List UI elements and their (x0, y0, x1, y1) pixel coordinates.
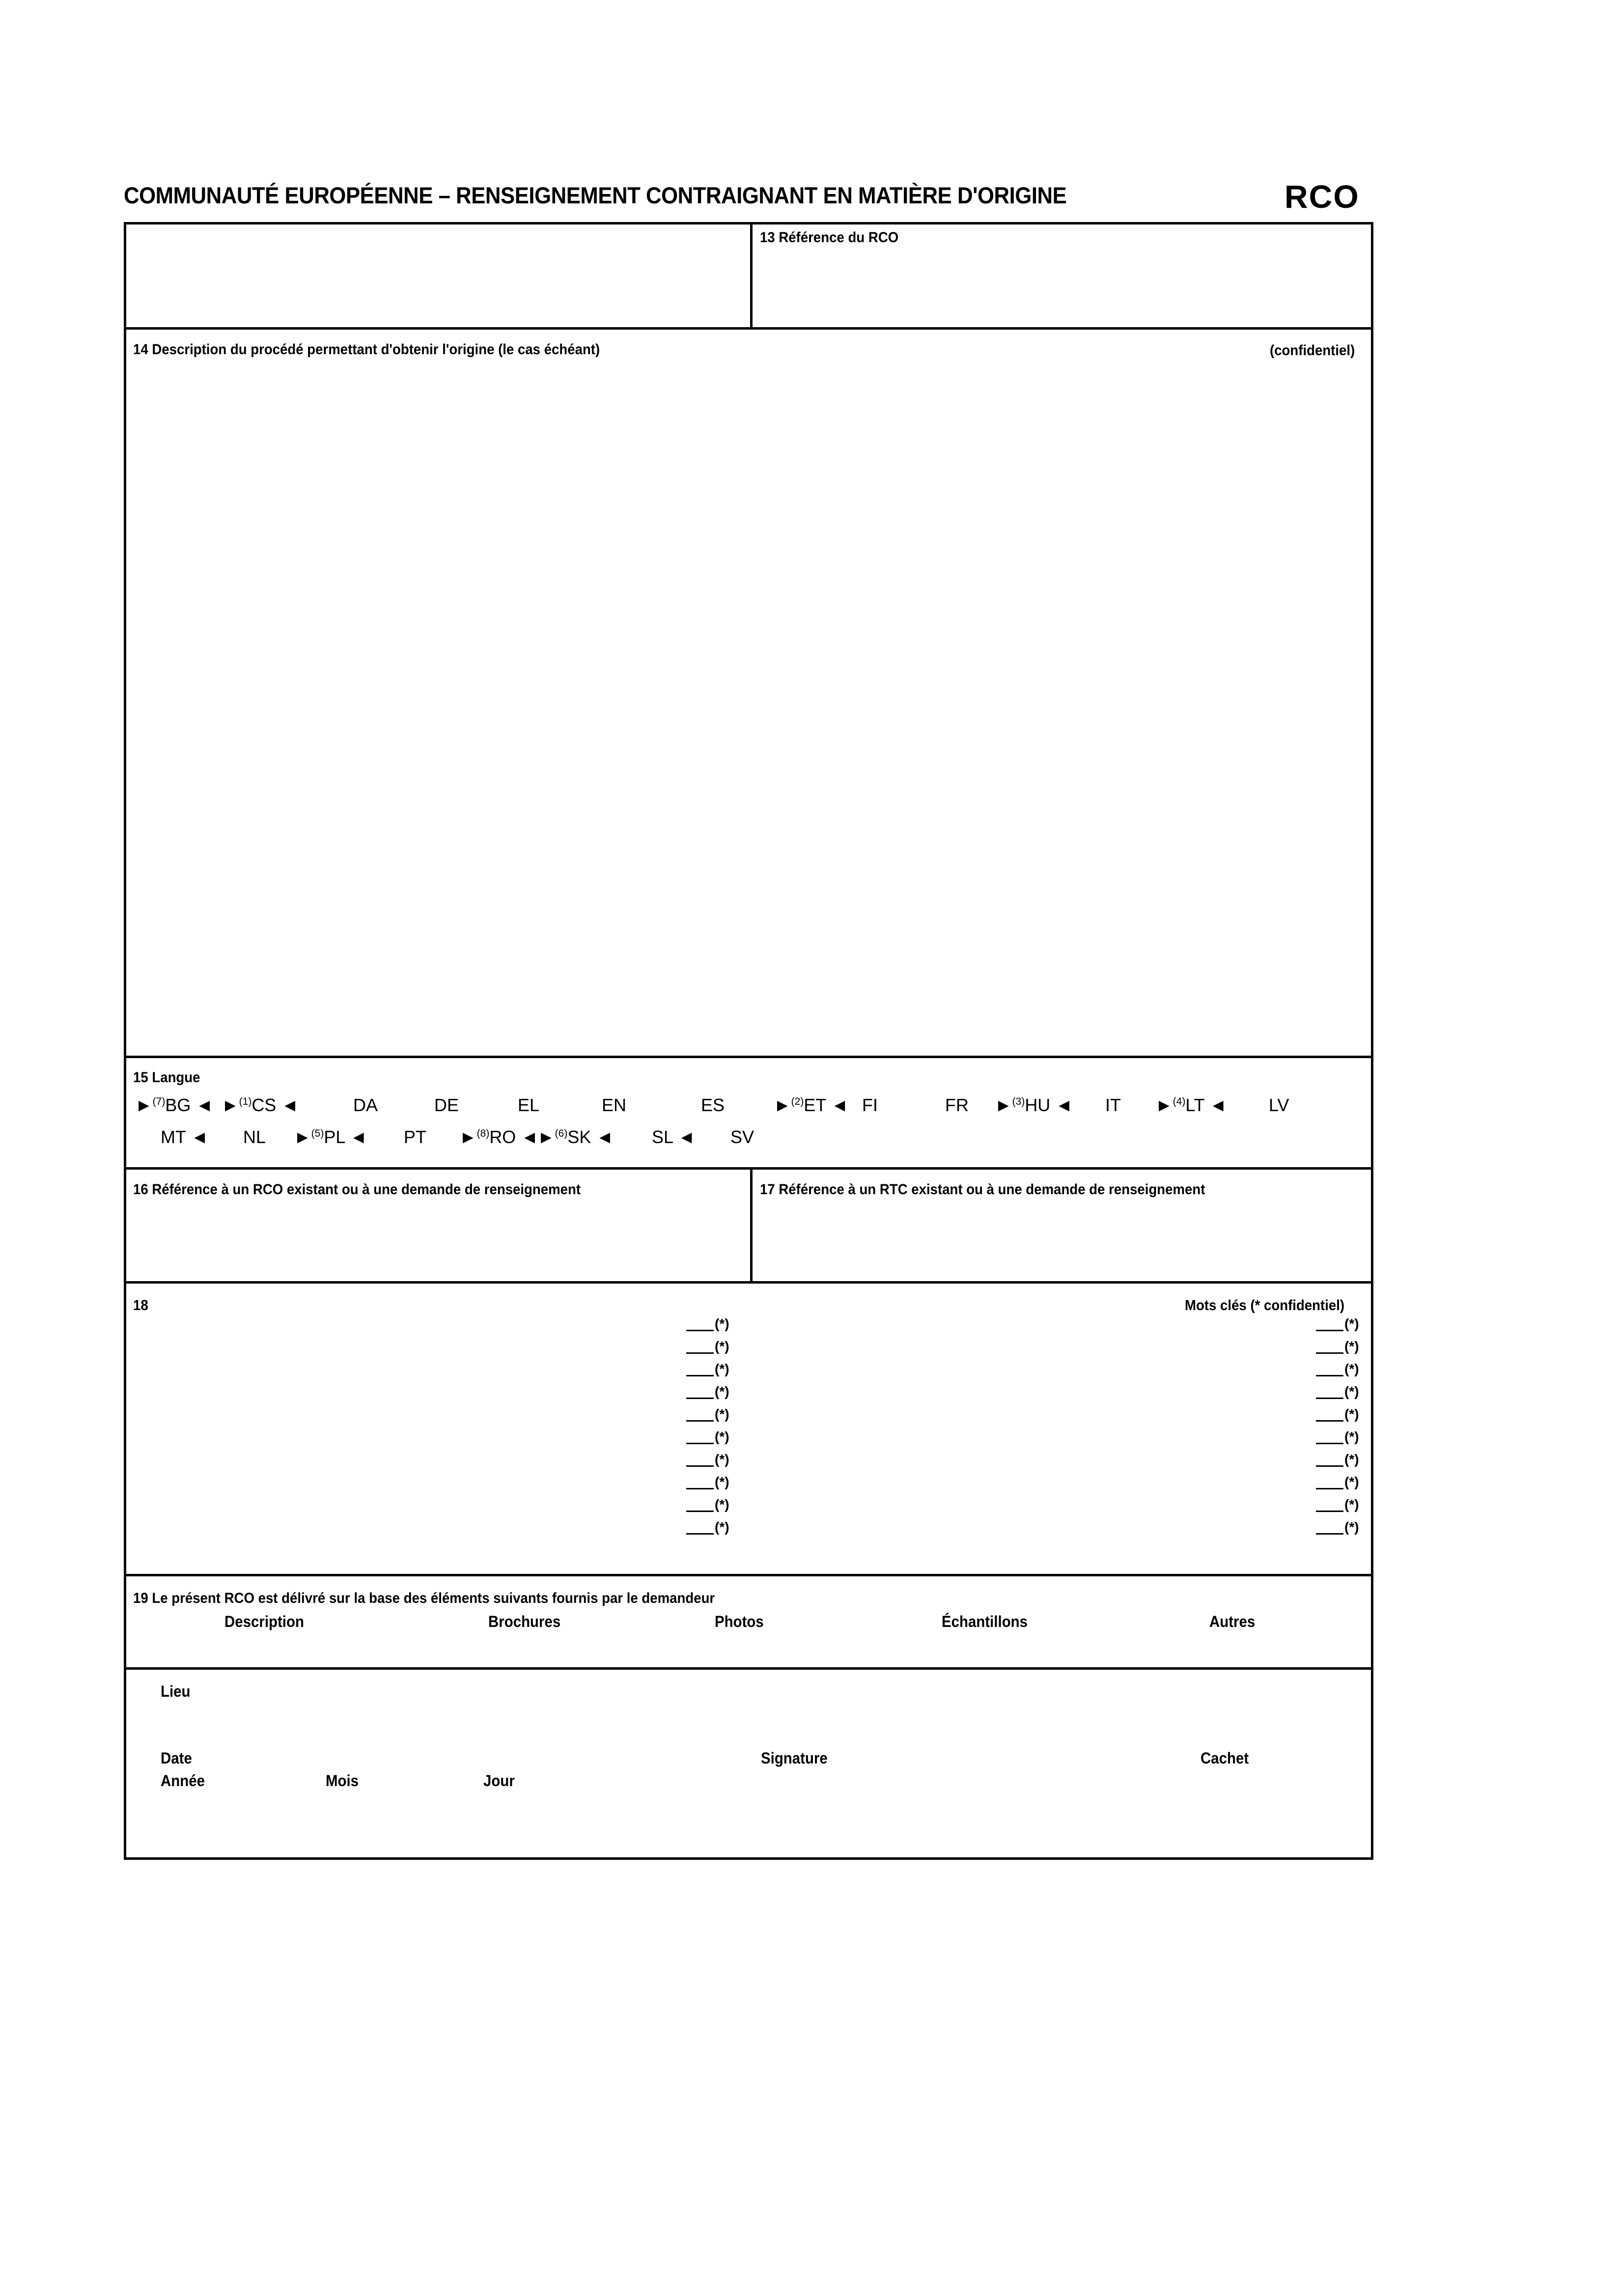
keyword-input-line[interactable] (1316, 1465, 1343, 1467)
language-code: BG (165, 1095, 191, 1115)
keyword-field-right[interactable] (1316, 1497, 1359, 1512)
box16-label: 16 Référence à un RCO existant ou à une demande de renseignement (133, 1181, 581, 1198)
rco-form (124, 222, 1373, 1860)
keyword-input-line[interactable] (686, 1330, 714, 1331)
separator-13-14 (126, 327, 1371, 330)
language-code: LV (1269, 1095, 1289, 1115)
language-code: MT (161, 1127, 186, 1147)
language-code: PL (324, 1127, 345, 1147)
box13-label: 13 Référence du RCO (760, 229, 899, 246)
confidential-marker: (*) (715, 1361, 729, 1376)
confidential-marker: (*) (1344, 1406, 1359, 1422)
separator-14-15 (126, 1056, 1371, 1058)
keyword-input-line[interactable] (686, 1533, 714, 1535)
box13-field[interactable] (753, 249, 1371, 325)
language-bg[interactable]: ►$^{(7)}$BG ◄ (135, 1095, 213, 1115)
language-nl[interactable] (243, 1127, 266, 1148)
box17-field[interactable] (754, 1207, 1370, 1280)
keyword-field-left[interactable] (686, 1406, 729, 1422)
language-code: EN (602, 1095, 627, 1115)
language-fi[interactable] (862, 1095, 878, 1116)
confidential-marker: (*) (1344, 1339, 1359, 1354)
day-label: Jour (483, 1772, 515, 1790)
keyword-field-right[interactable] (1316, 1452, 1359, 1467)
confidential-marker: (*) (715, 1474, 729, 1489)
language-et[interactable]: ►$^{(2)}$ET ◄ (774, 1095, 849, 1115)
confidential-marker: (*) (715, 1452, 729, 1467)
language-it[interactable] (1105, 1095, 1121, 1116)
keyword-input-line[interactable] (686, 1352, 714, 1354)
language-code: SV (730, 1127, 754, 1147)
language-hu[interactable]: ►$^{(3)}$HU ◄ (995, 1095, 1073, 1115)
keyword-input-line[interactable] (686, 1465, 714, 1467)
language-code: LT (1185, 1095, 1205, 1115)
confidential-marker: (*) (1344, 1519, 1359, 1535)
language-code: IT (1105, 1095, 1121, 1115)
language-cs[interactable]: ►$^{(1)}$CS ◄ (222, 1095, 299, 1115)
evidence-brochures: Brochures (488, 1613, 561, 1630)
rco-logo: RCO (1284, 178, 1360, 215)
keyword-input-line[interactable] (686, 1398, 714, 1399)
evidence-photos: Photos (715, 1613, 764, 1630)
language-code: ES (701, 1095, 725, 1115)
signature-label: Signature (761, 1749, 828, 1767)
keyword-input-line[interactable] (686, 1443, 714, 1444)
language-code: HU (1025, 1095, 1051, 1115)
separator-18-19 (126, 1574, 1371, 1576)
language-sv[interactable] (730, 1127, 754, 1148)
language-fr[interactable] (945, 1095, 969, 1116)
keyword-input-line[interactable] (1316, 1533, 1343, 1535)
confidential-marker: (*) (1344, 1429, 1359, 1444)
stamp-label: Cachet (1200, 1749, 1249, 1767)
language-code: DE (434, 1095, 459, 1115)
confidential-marker: (*) (1344, 1452, 1359, 1467)
confidential-marker: (*) (1344, 1474, 1359, 1489)
keyword-field-left[interactable] (686, 1519, 729, 1535)
language-da[interactable] (353, 1095, 378, 1116)
confidential-marker: (*) (1344, 1384, 1359, 1399)
language-el[interactable] (518, 1095, 539, 1116)
evidence-other: Autres (1209, 1613, 1256, 1630)
confidential-marker: (*) (715, 1519, 729, 1535)
language-pl[interactable]: ►$^{(5)}$PL ◄ (294, 1127, 367, 1147)
form-title: COMMUNAUTÉ EUROPÉENNE – RENSEIGNEMENT CONTRAIGNANT EN MATIÈRE D'ORIGINE (124, 182, 1067, 208)
keyword-field-right[interactable] (1316, 1429, 1359, 1445)
box15-label: 15 Langue (133, 1069, 200, 1086)
confidential-marker: (*) (715, 1497, 729, 1512)
language-code: ET (804, 1095, 826, 1115)
language-de[interactable] (434, 1095, 459, 1116)
language-sl[interactable]: SL ◄ (652, 1127, 696, 1147)
field-12-blank[interactable] (126, 224, 750, 327)
keyword-field-left[interactable] (686, 1316, 729, 1332)
separator-16-18 (126, 1281, 1371, 1284)
signature-area[interactable] (126, 1671, 1369, 1858)
box19-label: 19 Le présent RCO est délivré sur la base des éléments suivants fournis par le demandeur (133, 1590, 715, 1606)
keyword-input-line[interactable] (1316, 1398, 1343, 1399)
box14-confidential: (confidentiel) (1270, 342, 1355, 359)
confidential-marker: (*) (715, 1429, 729, 1444)
language-es[interactable] (701, 1095, 725, 1116)
language-code: SK (567, 1127, 591, 1147)
language-pt[interactable] (404, 1127, 426, 1148)
language-code: EL (518, 1095, 540, 1115)
box18-label: 18 (133, 1297, 148, 1314)
place-label: Lieu (161, 1682, 191, 1700)
keyword-field-left[interactable] (686, 1384, 729, 1400)
keyword-input-line[interactable] (686, 1375, 714, 1376)
box14-field[interactable] (126, 367, 1369, 1052)
evidence-description: Description (224, 1613, 304, 1630)
language-code: NL (243, 1127, 266, 1147)
keyword-input-line[interactable] (686, 1488, 714, 1489)
confidential-marker: (*) (1344, 1361, 1359, 1376)
keywords-label: Mots clés (* confidentiel) (1185, 1297, 1345, 1314)
box14-label: 14 Description du procédé permettant d'obtenir l'origine (le cas échéant) (133, 341, 600, 358)
language-code: CS (251, 1095, 277, 1115)
keyword-input-line[interactable] (686, 1511, 714, 1512)
language-code: FI (862, 1095, 878, 1115)
month-label: Mois (326, 1772, 359, 1790)
confidential-marker: (*) (1344, 1497, 1359, 1512)
evidence-samples: Échantillons (942, 1613, 1028, 1630)
keyword-field-right[interactable] (1316, 1519, 1359, 1535)
language-mt[interactable]: MT ◄ (161, 1127, 208, 1147)
date-label: Date (161, 1749, 192, 1767)
separator-15-16 (126, 1167, 1371, 1170)
confidential-marker: (*) (1344, 1316, 1359, 1331)
box16-field[interactable] (126, 1207, 748, 1280)
keyword-field-right[interactable] (1316, 1384, 1359, 1400)
year-label: Année (161, 1772, 205, 1790)
confidential-marker: (*) (715, 1316, 729, 1331)
confidential-marker: (*) (715, 1339, 729, 1354)
keyword-field-left[interactable] (686, 1339, 729, 1354)
language-sk[interactable]: ►$^{(6)}$SK ◄ (537, 1127, 614, 1147)
language-code: RO (489, 1127, 516, 1147)
confidential-marker: (*) (715, 1384, 729, 1399)
language-code: FR (945, 1095, 969, 1115)
keyword-input-line[interactable] (1316, 1511, 1343, 1512)
separator-19-20 (126, 1667, 1371, 1670)
keyword-input-line[interactable] (686, 1420, 714, 1422)
keyword-input-line[interactable] (1316, 1352, 1343, 1354)
language-lv[interactable] (1269, 1095, 1289, 1116)
keyword-input-line[interactable] (1316, 1375, 1343, 1376)
confidential-marker: (*) (715, 1406, 729, 1422)
language-en[interactable] (602, 1095, 626, 1116)
language-code: SL (652, 1127, 673, 1147)
language-code: PT (404, 1127, 427, 1147)
keyword-field-right[interactable] (1316, 1474, 1359, 1490)
keyword-field-left[interactable] (686, 1497, 729, 1512)
box17-label: 17 Référence à un RTC existant ou à une demande de renseignement (760, 1181, 1205, 1198)
divider-16-17 (750, 1167, 753, 1281)
keyword-input-line[interactable] (1316, 1330, 1343, 1331)
keyword-field-left[interactable] (686, 1429, 729, 1445)
keyword-field-right[interactable] (1316, 1361, 1359, 1377)
language-ro[interactable]: ►$^{(8)}$RO ◄ (459, 1127, 538, 1147)
language-code: DA (353, 1095, 378, 1115)
keyword-field-left[interactable] (686, 1474, 729, 1490)
keyword-input-line[interactable] (1316, 1420, 1343, 1422)
keyword-field-left[interactable] (686, 1452, 729, 1467)
keyword-field-right[interactable] (1316, 1406, 1359, 1422)
language-lt[interactable]: ►$^{(4)}$LT ◄ (1155, 1095, 1227, 1115)
keyword-field-left[interactable] (686, 1361, 729, 1377)
keyword-input-line[interactable] (1316, 1443, 1343, 1444)
keyword-field-right[interactable] (1316, 1339, 1359, 1354)
keyword-field-right[interactable] (1316, 1316, 1359, 1332)
keyword-input-line[interactable] (1316, 1488, 1343, 1489)
